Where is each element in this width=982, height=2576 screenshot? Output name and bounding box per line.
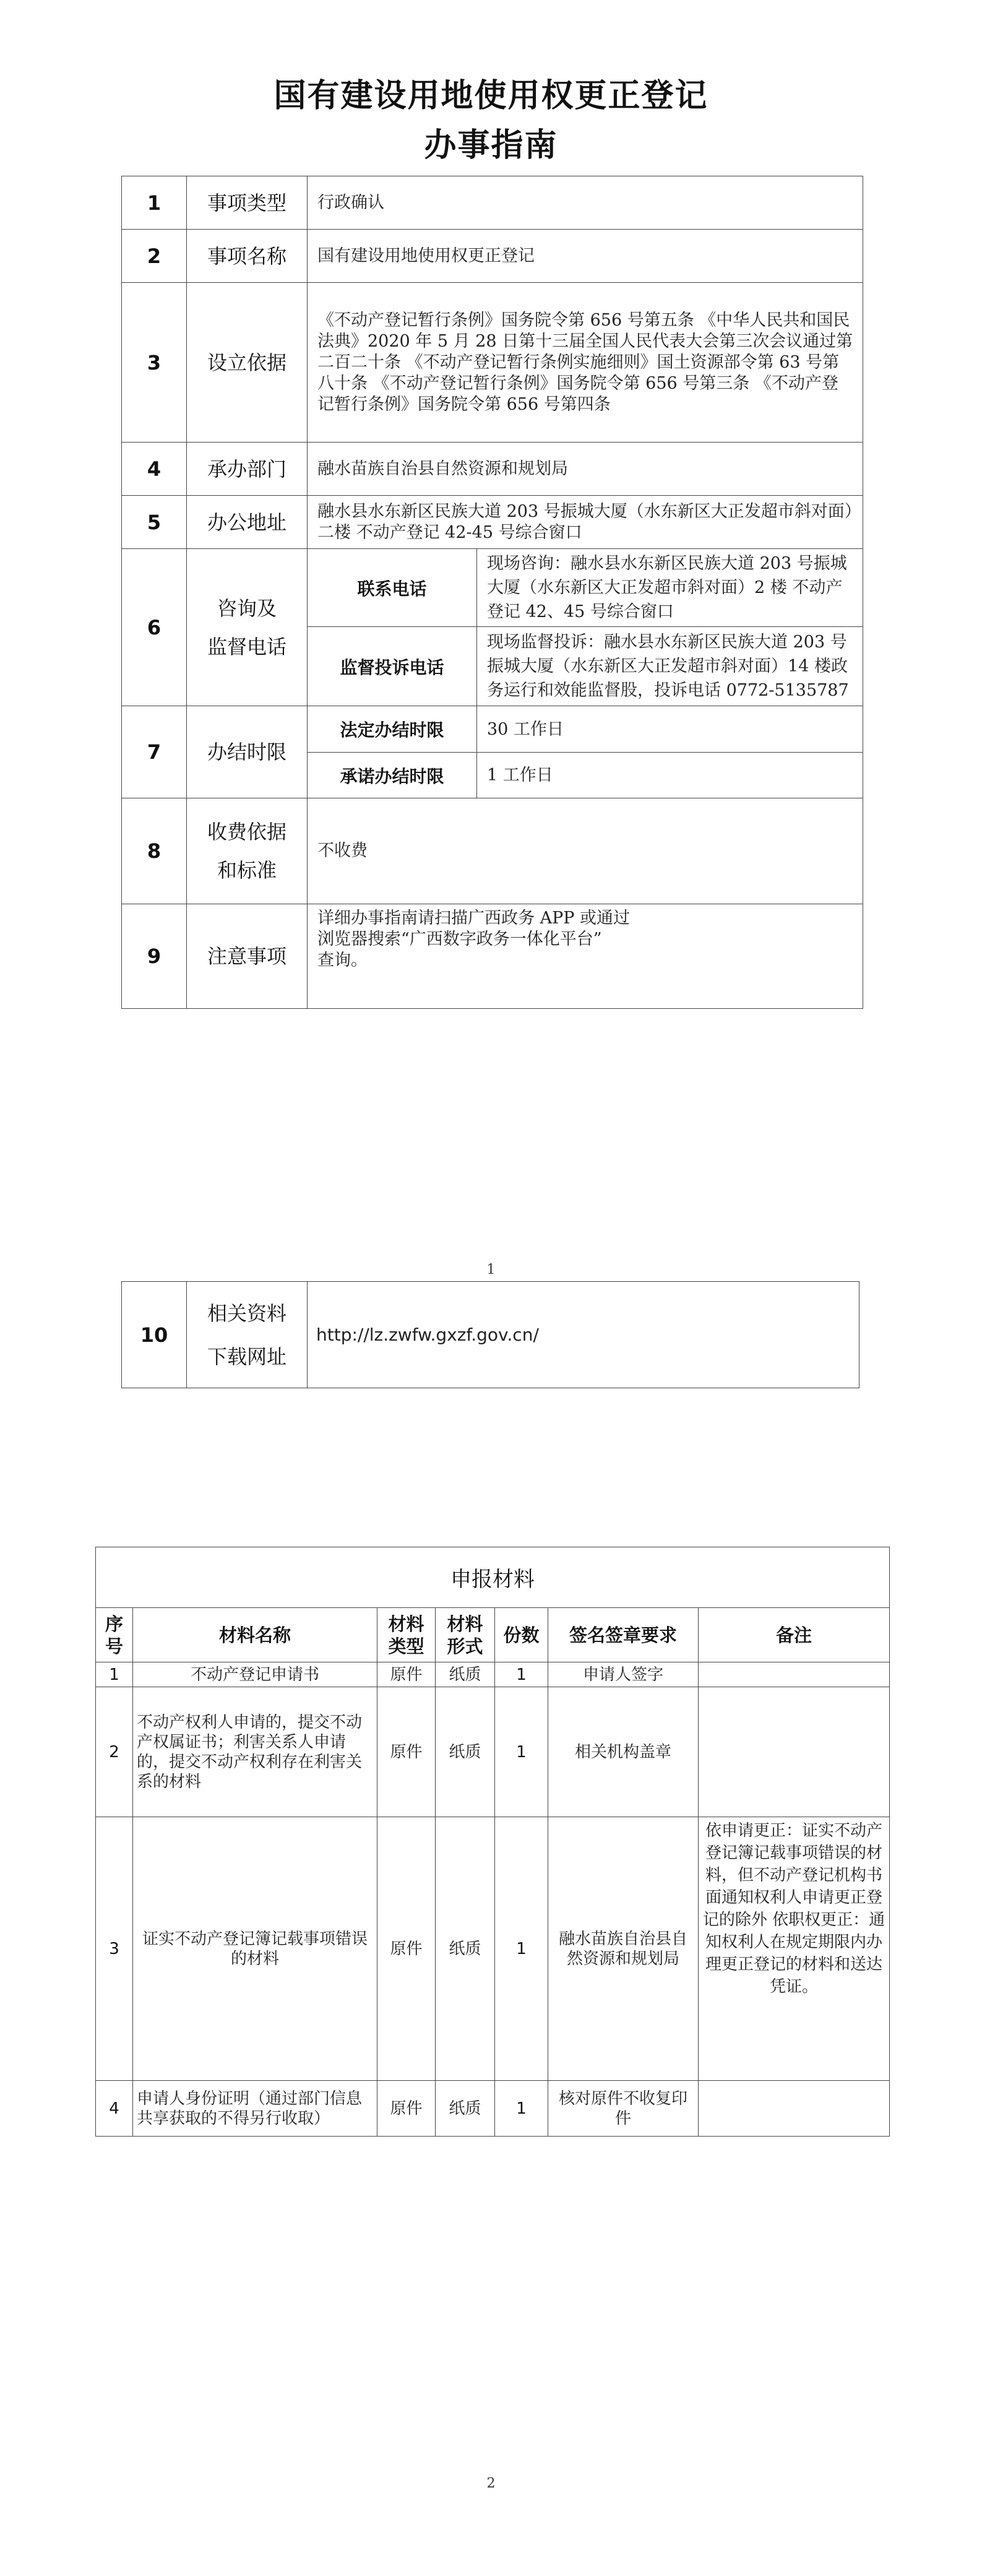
table-row <box>96 1662 890 1687</box>
row-number: 1 <box>122 176 187 230</box>
cell-remark <box>699 1662 890 1687</box>
row-label: 办结时限 <box>187 706 308 798</box>
cell-form: 纸质 <box>436 1662 495 1687</box>
header-line: 形式 <box>447 1635 483 1657</box>
cell-type: 原件 <box>377 1662 436 1687</box>
cell-type: 原件 <box>377 1817 436 2081</box>
cell-remark <box>699 2081 890 2137</box>
cell-sign: 申请人签字 <box>548 1662 699 1687</box>
cell-type: 原件 <box>377 1687 436 1817</box>
guide-row <box>122 230 863 283</box>
row-value: 不收费 <box>308 798 863 904</box>
row-value: 《不动产登记暂行条例》国务院令第 656 号第五条 《中华人民共和国民法典》2020 年 5 月 28 日第十三届全国人民代表大会第三次会议通过第二百二十条 《不动产登记暂行条例实施细则》国土资源部令第 63 号第八十条 《不动产登记暂行条例》国务院令第 656 号第三条 《不动产登记暂行条例》国务院令第 656 号第四条 <box>308 283 863 443</box>
sub-value: 1 工作日 <box>477 753 863 798</box>
document-title: 国有建设用地使用权更正登记 <box>273 77 709 115</box>
page-number: 1 <box>486 1262 496 1277</box>
sub-label: 法定办结时限 <box>308 706 477 753</box>
materials-table <box>95 1547 890 2137</box>
cell-type: 原件 <box>377 2081 436 2137</box>
header-copies: 份数 <box>495 1608 548 1662</box>
value-line: 浏览器搜索“广西数字政务一体化平台” <box>317 930 602 949</box>
cell-sign: 相关机构盖章 <box>548 1687 699 1817</box>
cell-sign: 核对原件不收复印件 <box>548 2081 699 2137</box>
header-sign: 签名签章要求 <box>548 1608 699 1662</box>
header-remark: 备注 <box>699 1608 890 1662</box>
guide-table <box>121 176 863 1009</box>
cell-name: 不动产权利人申请的，提交不动产权属证书；利害关系人申请的，提交不动产权利存在利害关系的材料 <box>133 1687 377 1817</box>
table-row <box>96 1817 890 2081</box>
guide-row-notes <box>122 904 863 1009</box>
cell-name: 证实不动产登记簿记载事项错误的材料 <box>133 1817 377 2081</box>
guide-row-download <box>122 1282 859 1388</box>
table-row <box>96 2081 890 2137</box>
cell-remark: 依申请更正：证实不动产登记簿记载事项错误的材料，但不动产登记机构书面通知权利人申请更正登记的除外 依职权更正：通知权利人在规定期限内办理更正登记的材料和送达凭证。 <box>699 1817 890 2081</box>
row-value: 国有建设用地使用权更正登记 <box>308 230 863 283</box>
row-value: 行政确认 <box>308 176 863 230</box>
guide-row-fee <box>122 798 863 904</box>
row-label <box>187 798 308 904</box>
row-value: 融水苗族自治县自然资源和规划局 <box>308 443 863 496</box>
sub-value: 现场监督投诉：融水县水东新区民族大道 203 号振城大厦（水东新区大正发超市斜对面）14 楼政务运行和效能监督股，投诉电话 0772-5135787 <box>477 627 863 706</box>
page-number: 2 <box>486 2476 496 2491</box>
cell-copies: 1 <box>495 1687 548 1817</box>
sub-label: 监督投诉电话 <box>308 627 477 706</box>
cell-index: 2 <box>96 1687 133 1817</box>
guide-row <box>122 176 863 230</box>
header-line: 材料 <box>447 1613 483 1635</box>
row-label: 设立依据 <box>187 283 308 443</box>
header-form <box>436 1608 495 1662</box>
cell-name: 申请人身份证明（通过部门信息共享获取的不得另行收取） <box>133 2081 377 2137</box>
guide-row <box>122 496 863 549</box>
row-label: 承办部门 <box>187 443 308 496</box>
header-type <box>377 1608 436 1662</box>
cell-form: 纸质 <box>436 2081 495 2137</box>
row-value <box>308 904 863 1009</box>
sub-label: 承诺办结时限 <box>308 753 477 798</box>
table-row <box>96 1687 890 1817</box>
row-number: 9 <box>122 904 187 1009</box>
cell-remark <box>699 1687 890 1817</box>
header-line: 号 <box>105 1635 123 1657</box>
download-url: http://lz.zwfw.gxzf.gov.cn/ <box>308 1282 859 1388</box>
header-line: 类型 <box>388 1635 424 1657</box>
row-number: 5 <box>122 496 187 549</box>
row-label: 事项类型 <box>187 176 308 230</box>
row-number: 4 <box>122 443 187 496</box>
cell-index: 1 <box>96 1662 133 1687</box>
row-number: 3 <box>122 283 187 443</box>
materials-header-row <box>96 1608 890 1662</box>
row-number: 7 <box>122 706 187 798</box>
guide-row <box>122 283 863 443</box>
label-line: 咨询及 <box>217 596 277 620</box>
cell-name: 不动产登记申请书 <box>133 1662 377 1687</box>
row-number: 8 <box>122 798 187 904</box>
cell-form: 纸质 <box>436 1687 495 1817</box>
label-line: 收费依据 <box>207 820 286 844</box>
header-line: 序 <box>105 1613 123 1635</box>
cell-sign: 融水苗族自治县自然资源和规划局 <box>548 1817 699 2081</box>
row-label: 办公地址 <box>187 496 308 549</box>
cell-copies: 1 <box>495 1662 548 1687</box>
row-label <box>187 1282 308 1388</box>
guide-row <box>122 443 863 496</box>
label-line: 相关资料 <box>207 1301 286 1325</box>
label-line: 监督电话 <box>207 634 286 659</box>
guide-row-time <box>122 706 863 753</box>
row-label: 注意事项 <box>187 904 308 1009</box>
sub-label: 联系电话 <box>308 549 477 627</box>
cell-index: 3 <box>96 1817 133 2081</box>
document-subtitle: 办事指南 <box>424 127 558 164</box>
sub-value: 30 工作日 <box>477 706 863 753</box>
cell-copies: 1 <box>495 1817 548 2081</box>
row-number: 2 <box>122 230 187 283</box>
value-line: 查询。 <box>317 951 368 970</box>
row-number: 6 <box>122 549 187 706</box>
materials-caption-row <box>96 1547 890 1608</box>
cell-index: 4 <box>96 2081 133 2137</box>
sub-value: 现场咨询：融水县水东新区民族大道 203 号振城大厦（水东新区大正发超市斜对面）2 楼 不动产登记 42、45 号综合窗口 <box>477 549 863 627</box>
cell-copies: 1 <box>495 2081 548 2137</box>
header-index <box>96 1608 133 1662</box>
value-line: 详细办事指南请扫描广西政务 APP 或通过 <box>317 909 630 928</box>
header-name: 材料名称 <box>133 1608 377 1662</box>
header-line: 材料 <box>388 1613 424 1635</box>
label-line: 和标准 <box>217 858 277 882</box>
row-label <box>187 549 308 706</box>
label-line: 下载网址 <box>207 1344 286 1368</box>
guide-table-continued <box>121 1281 859 1388</box>
row-number: 10 <box>122 1282 187 1388</box>
row-value: 融水县水东新区民族大道 203 号振城大厦（水东新区大正发超市斜对面）二楼 不动产登记 42-45 号综合窗口 <box>308 496 863 549</box>
cell-form: 纸质 <box>436 1817 495 2081</box>
row-label: 事项名称 <box>187 230 308 283</box>
guide-row-consult <box>122 549 863 627</box>
materials-caption: 申报材料 <box>96 1547 890 1608</box>
